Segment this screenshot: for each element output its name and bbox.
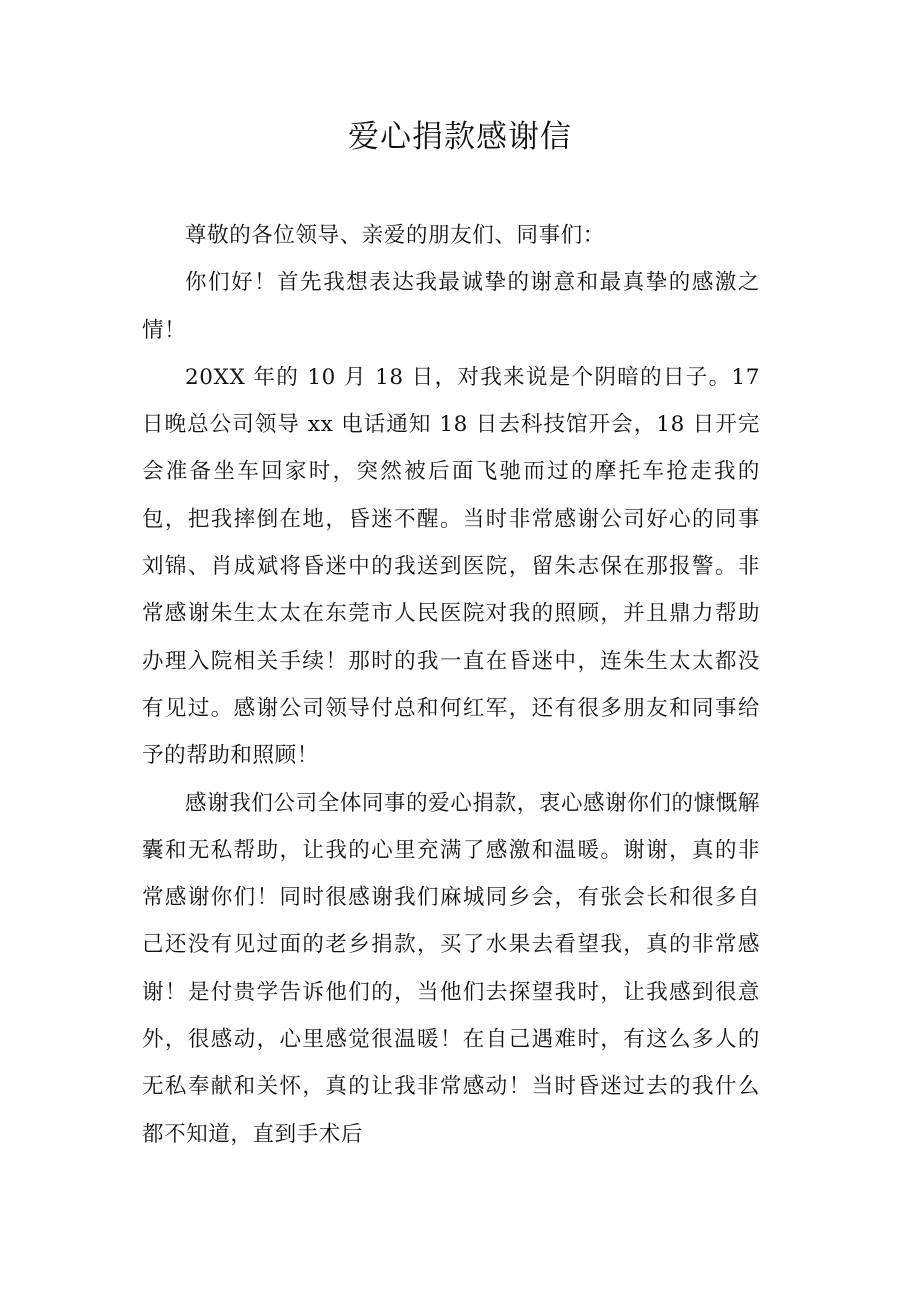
letter-body (142, 212, 760, 1158)
incident-paragraph: 20XX 年的 10 月 18 日，对我来说是个阴暗的日子。17 日晚总公司领导 xx 电话通知 18 日去科技馆开会，18 日开完会准备坐车回家时，突然被后面飞驰而过的摩托车抢走我的包，把我摔倒在地，昏迷不醒。当时非常感谢公司好心的同事刘锦、肖成斌将昏迷中的我送到医院，留朱志保在那报警。非常感谢朱生太太在东莞市人民医院对我的照顾，并且鼎力帮助办理入院相关手续！那时的我一直在昏迷中，连朱生太太都没有见过。感谢公司领导付总和何红军，还有很多朋友和同事给予的帮助和照顾！ (142, 364, 760, 769)
opening-paragraph: 你们好！首先我想表达我最诚挚的谢意和最真挚的感激之情！ (142, 270, 760, 343)
greeting-paragraph: 尊敬的各位领导、亲爱的朋友们、同事们： (185, 223, 605, 248)
donation-paragraph: 感谢我们公司全体同事的爱心捐款，衷心感谢你们的慷慨解囊和无私帮助，让我的心里充满了感激和温暖。谢谢，真的非常感谢你们！同时很感谢我们麻城同乡会，有张会长和很多自己还没有见过面的老乡捐款，买了水果去看望我，真的非常感谢！是付贵学告诉他们的，当他们去探望我时，让我感到很意外，很感动，心里感觉很温暖！在自己遇难时，有这么多人的无私奉献和关怀，真的让我非常感动！当时昏迷过去的我什么都不知道，直到手术后 (142, 790, 760, 1147)
document-title: 爱心捐款感谢信 (348, 119, 572, 155)
